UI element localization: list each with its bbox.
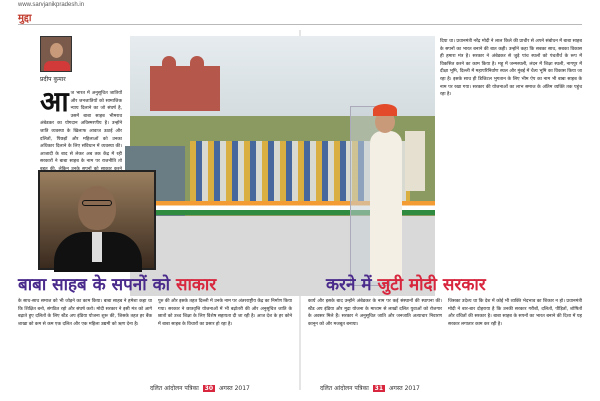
bottom-column-3: कार्य और इसके बाद उन्होंने अंबेडकर के नाम पर कई संस्थानों की स्थापना की। स्टैंड अप इंडिया और मुद्रा योजना के माध्यम से लाखों दलित युवाओं को रोजगार के अवसर मिले हैं। सरकार ने अनुसूचित जाति और जनजाति अत्याचार निवारण कानून को और मजबूत बनाया। — [308, 299, 442, 327]
site-url: www.sarvjanikpradesh.in — [18, 2, 85, 8]
glasses-icon — [82, 200, 112, 206]
speaker-figure — [370, 131, 402, 281]
author-photo — [40, 36, 72, 72]
section-tag: मुद्दा — [18, 13, 32, 24]
author-shirt — [44, 61, 70, 71]
bottom-column-1: के साथ-साथ समाज को भी जोड़ने का काम किया। बाबा साहब ने हमेशा कहा था कि शिक्षित बनो, संगठित रहो और संघर्ष करो। मोदी सरकार ने इसी मंत्र को आगे बढ़ाते हुए दलितों के लिए स्टैंड अप इंडिया योजना शुरू की, जिसके तहत हर बैंक शाखा को कम से कम एक दलित और एक महिला उद्यमी को ऋण देना है। — [18, 299, 152, 327]
intro-text: ज भारत में अनुसूचित जातियों और जनजातियों को सामाजिक न्याय दिलाने का जो संघर्ष है, उसमें बाबा साहब भीमराव अंबेडकर का योगदान अविस्मरणीय है। उन्होंने जाति व्यवस्था के खिलाफ आवाज उठाई और दलितों, पिछड़ों और महिलाओं को उनका अधिकार दिलाने के लिए संविधान में व्यवस्था की। आजादी के बाद से लेकर अब तक केंद्र में रही सरकारों ने बाबा साहब के नाम पर राजनीति तो — [40, 91, 122, 165]
bottom-column-2: पुरु की और इसके तहत दिल्ली में उनके नाम पर अंतरराष्ट्रीय केंद्र का निर्माण किया गया। सरकार ने छात्रवृत्ति योजनाओं में भी बढ़ोतरी की और अनुसूचित जाति के छात्रों को उच्च शिक्षा के लिए विशेष सहायता दी जा रही है। आज देश के हर कोने में बाबा साहब के विचारों का प्रसार हो रहा है। — [158, 299, 292, 327]
page-number: 30 — [204, 385, 214, 392]
page-number: 31 — [374, 385, 384, 392]
footer-publication: दलित आंदोलन पत्रिका — [150, 385, 199, 392]
hero-photo-red-fort-speech — [130, 36, 435, 296]
right-column-text: दिया था। प्रधानमंत्री नरेंद्र मोदी ने लाल किले की प्राचीर से अपने संबोधन में बाबा साहब के सपनों का भारत बनाने की बात कही। उन्होंने कहा कि सबका साथ, सबका विकास ही हमारा मंत्र है। सरकार ने अंबेडकर से जुड़े पांच स्थलों को पंचतीर्थ के रूप में विकसित करने का काम किया है। महू में जन्मस्थली, लंदन में शिक्षा स्थली, नागपुर में दीक्षा भूमि, दिल्ली में महापरिनिर्वाण स्थल और मुंबई में चैत्य भूमि का विकास किया जा रहा है। इसके साथ ही डिजिटल भुगतान के लिए भीम ऐप का नाम भी बाबा साहब के नाम पर रखा गया। सरकार की योजनाओं का लाभ समाज के अंतिम व्यक्ति तक पहुंच रहा है। — [440, 39, 582, 98]
footer-publication: दलित आंदोलन पत्रिका — [320, 385, 369, 392]
ambedkar-portrait — [38, 170, 156, 270]
footer-date: अगस्त 2017 — [388, 385, 420, 392]
footer-right — [320, 384, 420, 392]
turban-illustration — [373, 104, 397, 116]
top-divider — [18, 24, 582, 25]
footer-left — [150, 384, 250, 392]
podium-mic — [405, 131, 425, 191]
bottom-column-4: जिसका उदेश्य था कि देश में कोई भी व्यक्ति भेदभाव का शिकार न हो। प्रधानमंत्री मोदी ने बार-बार दोहराया है कि उनकी सरकार गरीबों, दलितों, पीड़ितों, शोषितों और वंचितों की सरकार है। बाबा साहब के सपनों का भारत बनाने की दिशा में यह सरकार लगातार काम कर रही है। — [448, 299, 582, 327]
author-face — [50, 43, 63, 58]
author-name: प्रदीप कुमार — [40, 76, 66, 83]
drop-cap: आ — [40, 85, 69, 118]
headline-left: बाबा साहब के सपनों को साकार — [18, 275, 217, 295]
footer-date: अगस्त 2017 — [218, 385, 250, 392]
headline-right: करने में जुटी मोदी सरकार — [326, 275, 486, 295]
red-fort-illustration — [150, 66, 220, 111]
intro-column — [40, 85, 122, 172]
